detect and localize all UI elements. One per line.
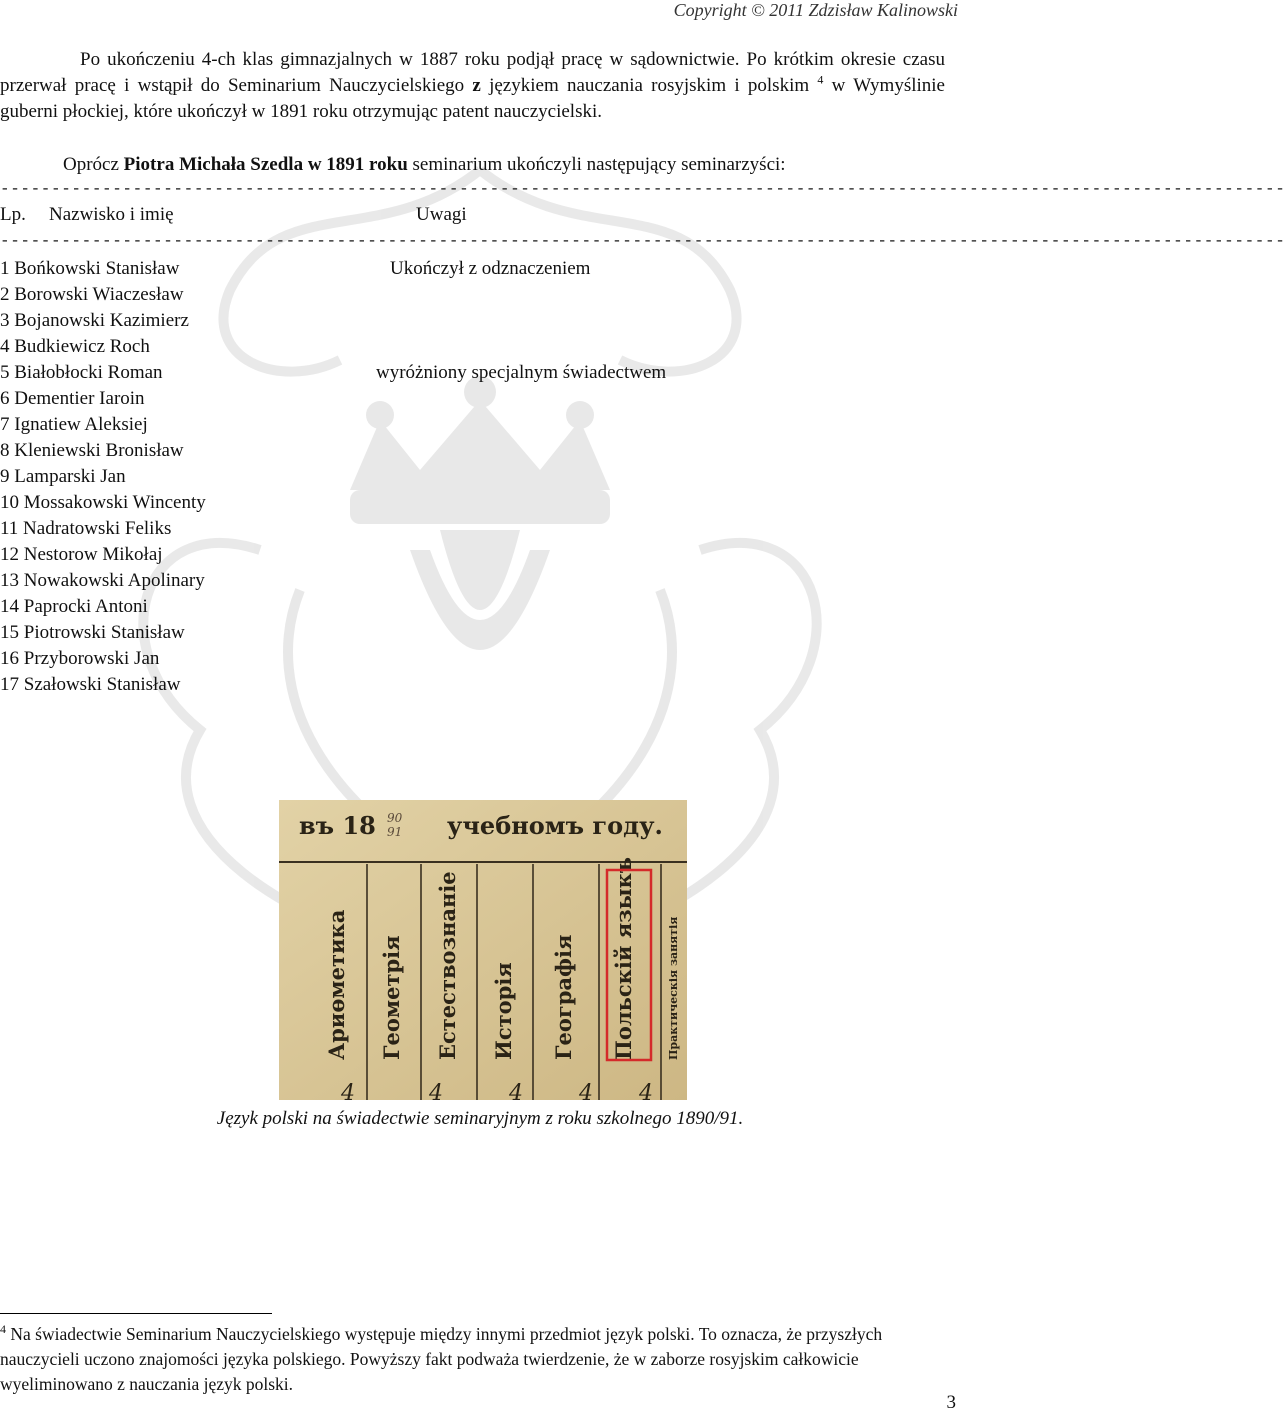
cert-subject: Практическія занятія bbox=[667, 916, 680, 1060]
table-separator-top: ------------------------------------------------------------------------------------------------------------------------------ bbox=[0, 180, 1285, 198]
graduate-name: 3 Bojanowski Kazimierz bbox=[0, 310, 189, 331]
graduate-name: 12 Nestorow Mikołaj bbox=[0, 544, 163, 565]
table-row bbox=[0, 646, 945, 672]
cert-year-top: 90 bbox=[387, 811, 403, 825]
graduate-name: 14 Paprocki Antoni bbox=[0, 596, 148, 617]
table-row bbox=[0, 412, 945, 438]
copyright-notice: Copyright © 2011 Zdzisław Kalinowski bbox=[673, 0, 958, 20]
table-row bbox=[0, 464, 945, 490]
cert-subject: Естествознаніе bbox=[435, 871, 460, 1060]
intro-text-b: językiem nauczania rosyjskim i polskim bbox=[480, 75, 818, 96]
cert-subject: Географія bbox=[551, 934, 576, 1060]
table-row bbox=[0, 594, 945, 620]
graduates-list bbox=[0, 256, 945, 698]
footnote-divider bbox=[0, 1313, 272, 1314]
graduates-bold-name: Piotra Michała Szedla w 1891 roku bbox=[123, 154, 408, 175]
graduate-name: 17 Szałowski Stanisław bbox=[0, 674, 181, 695]
svg-text:4: 4 bbox=[429, 1081, 443, 1106]
col-name: Nazwisko i imię bbox=[49, 204, 174, 225]
graduate-name: 10 Mossakowski Wincenty bbox=[0, 492, 206, 513]
intro-bold-z: z bbox=[472, 75, 481, 96]
footnote bbox=[0, 1322, 945, 1397]
graduate-name: 16 Przyborowski Jan bbox=[0, 648, 160, 669]
cert-heading-a: въ 18 bbox=[299, 811, 376, 840]
graduates-text-a: Oprócz bbox=[63, 154, 124, 175]
table-header bbox=[0, 204, 945, 230]
table-row bbox=[0, 308, 945, 334]
table-row bbox=[0, 542, 945, 568]
graduate-name: 6 Dementier Iaroin bbox=[0, 388, 145, 409]
certificate-scan bbox=[279, 800, 687, 1106]
table-row bbox=[0, 620, 945, 646]
svg-text:4: 4 bbox=[509, 1081, 523, 1106]
photo-caption: Język polski na świadectwie seminaryjnym z roku szkolnego 1890/91. bbox=[216, 1108, 744, 1129]
table-separator-bottom: ------------------------------------------------------------------------------------------------------------------------------ bbox=[0, 232, 1285, 250]
graduate-name: 13 Nowakowski Apolinary bbox=[0, 570, 205, 591]
table-row bbox=[0, 334, 945, 360]
graduate-name: 5 Białobłocki Roman bbox=[0, 362, 163, 383]
cert-heading-b: учебномъ году. bbox=[447, 811, 663, 840]
graduates-intro bbox=[63, 152, 953, 178]
graduate-name: 15 Piotrowski Stanisław bbox=[0, 622, 185, 643]
table-row bbox=[0, 360, 945, 386]
cert-subject: Ариөметика bbox=[324, 909, 349, 1060]
table-row bbox=[0, 516, 945, 542]
cert-year-bottom: 91 bbox=[387, 825, 403, 839]
intro-text-c: w Wymyślinie guberni płockiej, które ukończył w 1891 roku otrzymując patent nauczycielski. bbox=[0, 75, 945, 122]
col-lp: Lp. bbox=[0, 204, 26, 225]
table-row bbox=[0, 568, 945, 594]
footnote-number: 4 bbox=[0, 1322, 6, 1337]
graduate-name: 2 Borowski Wiaczesław bbox=[0, 284, 184, 305]
col-notes: Uwagi bbox=[416, 204, 467, 225]
table-row bbox=[0, 490, 945, 516]
table-row bbox=[0, 282, 945, 308]
graduate-name: 1 Bońkowski Stanisław bbox=[0, 258, 180, 279]
cert-subject: Польскій языкъ bbox=[611, 857, 636, 1060]
graduates-text-b: seminarium ukończyli następujący seminarzyści: bbox=[407, 154, 786, 175]
footnote-text: Na świadectwie Seminarium Nauczycielskiego występuje między innymi przedmiot język polski. To oznacza, że przyszłych nauczycieli uczono znajomości języka polskiego. Powyższy fakt podważa twierdzenie, że w zaborze rosyjskim całkowicie wyeliminowano z nauczania język polski. bbox=[0, 1324, 883, 1394]
svg-text:4: 4 bbox=[579, 1081, 593, 1106]
graduate-note: wyróżniony specjalnym świadectwem bbox=[376, 362, 667, 383]
certificate-photo bbox=[279, 800, 687, 1106]
graduate-name: 11 Nadratowski Feliks bbox=[0, 518, 172, 539]
graduate-name: 8 Kleniewski Bronisław bbox=[0, 440, 184, 461]
graduate-name: 9 Lamparski Jan bbox=[0, 466, 126, 487]
svg-text:4: 4 bbox=[639, 1081, 653, 1106]
cert-subject: Исторія bbox=[491, 962, 516, 1060]
footnote-ref[interactable]: 4 bbox=[817, 72, 824, 87]
cert-subject: Геометрія bbox=[379, 935, 404, 1060]
graduate-name: 7 Ignatiew Aleksiej bbox=[0, 414, 148, 435]
table-row bbox=[0, 386, 945, 412]
graduate-note: Ukończył z odznaczeniem bbox=[390, 258, 591, 279]
svg-text:4: 4 bbox=[341, 1081, 355, 1106]
table-row bbox=[0, 672, 945, 698]
table-row bbox=[0, 438, 945, 464]
intro-text-a: Po ukończeniu 4-ch klas gimnazjalnych w 1887 roku podjął pracę w sądownictwie. Po krótkim okresie czasu przerwał pracę i wstąpił do Seminarium Nauczycielskiego bbox=[0, 49, 945, 96]
table-row bbox=[0, 256, 945, 282]
intro-paragraph bbox=[0, 47, 945, 125]
graduate-name: 4 Budkiewicz Roch bbox=[0, 336, 150, 357]
page-number: 3 bbox=[946, 1392, 956, 1413]
